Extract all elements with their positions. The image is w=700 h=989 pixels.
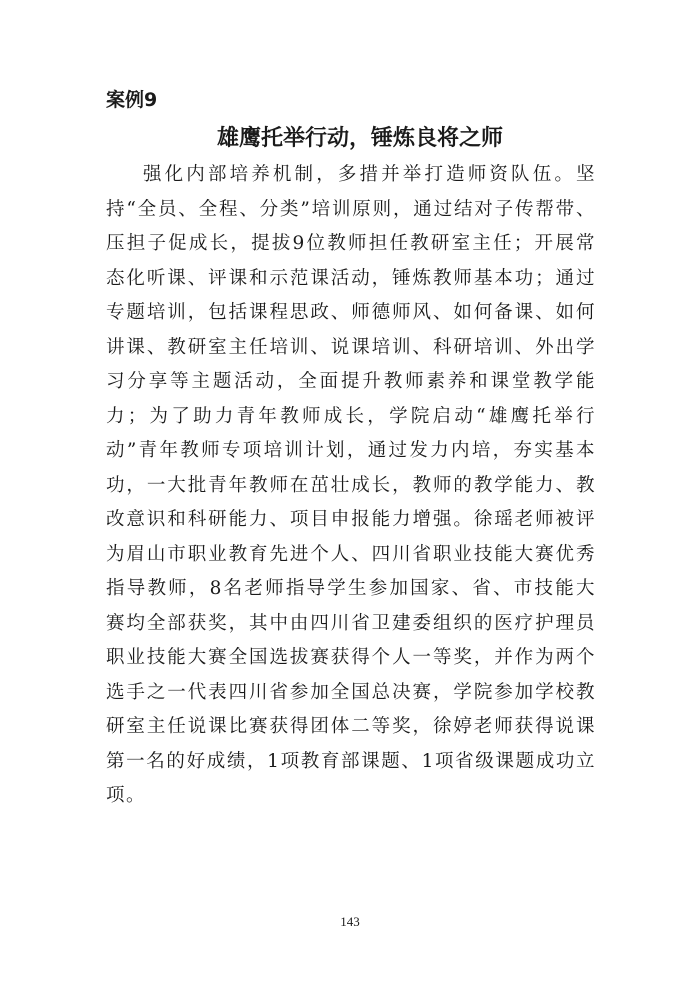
page-title: 雄鹰托举行动，锤炼良将之师 bbox=[216, 126, 503, 151]
case-label: 案例9 bbox=[106, 89, 158, 111]
body-paragraph: 强化内部培养机制，多措并举打造师资队伍。坚持“全员、全程、分类”培训原则，通过结对子传帮带、压担子促成长，提拔9位教师担任教研室主任；开展常态化听课、评课和示范课活动，锤炼教师基本功；通过专题培训，包括课程思政、师德师风、如何备课、如何讲课、教研室主任培训、说课培训、科研培训、外出学习分享等主题活动，全面提升教师素养和课堂教学能力；为了助力青年教师成长，学院启动“雄鹰托举行动”青年教师专项培训计划，通过发力内培，夯实基本功，一大批青年教师在茁壮成长，教师的教学能力、教改意识和科研能力、项目申报能力增强。徐瑶老师被评为眉山市职业教育先进个人、四川省职业技能大赛优秀指导教师，8名老师指导学生参加国家、省、市技能大赛均全部获奖，其中由四川省卫建委组织的医疗护理员职业技能大赛全国选拔赛获得个人一等奖，并作为两个选手之一代表四川省参加全国总决赛，学院参加学校教研室主任说课比赛获得团体二等奖，徐婷老师获得说课第一名的好成绩，1项教育部课题、1项省级课题成功立项。 bbox=[106, 164, 596, 806]
page-number: 143 bbox=[340, 914, 360, 929]
